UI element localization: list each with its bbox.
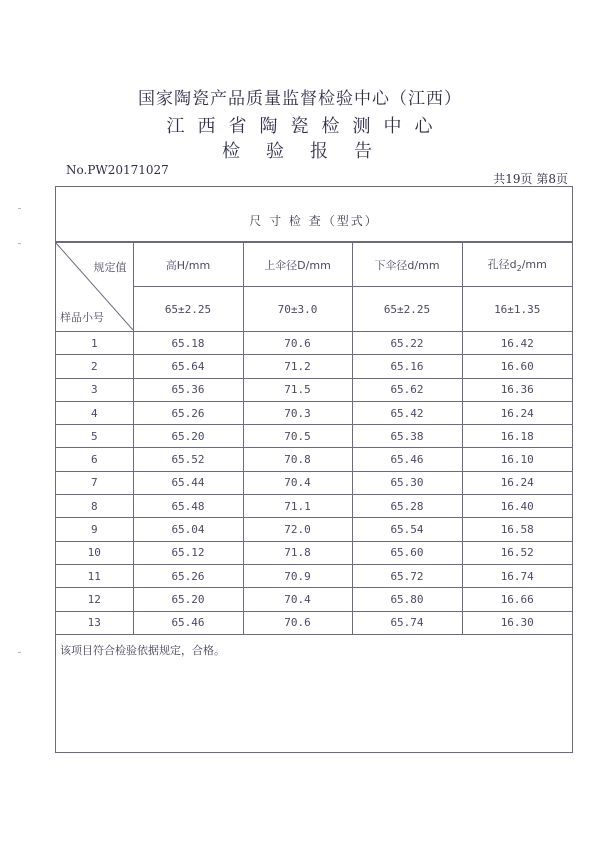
spec-value: 70±3.0 [243, 287, 352, 332]
measurement-cell: 65.22 [352, 332, 462, 355]
measurement-cell: 65.26 [133, 564, 243, 587]
column-header-row [56, 243, 572, 287]
binding-mark [18, 652, 21, 653]
table-row [56, 518, 572, 541]
measurement-cell: 65.20 [133, 588, 243, 611]
dimension-table [56, 242, 572, 635]
measurement-cell: 65.64 [133, 355, 243, 378]
table-caption-row [56, 187, 572, 242]
sample-number-cell: 3 [56, 378, 133, 401]
center-name-line: 国家陶瓷产品质量监督检验中心（江西） [138, 89, 462, 109]
measurement-cell: 70.9 [243, 564, 352, 587]
measurement-cell: 65.42 [352, 401, 462, 424]
corner-spec-label: 规定值 [93, 261, 127, 274]
inspection-frame [55, 186, 573, 753]
binding-mark [18, 208, 21, 209]
measurement-cell: 65.54 [352, 518, 462, 541]
measurement-cell: 16.60 [462, 355, 572, 378]
measurement-cell: 70.6 [243, 332, 352, 355]
column-header-hole-diameter [462, 243, 572, 287]
corner-cell [56, 243, 133, 332]
measurement-cell: 16.40 [462, 495, 572, 518]
measurement-cell: 16.24 [462, 401, 572, 424]
measurement-cell: 16.58 [462, 518, 572, 541]
measurement-cell: 70.4 [243, 471, 352, 494]
corner-sample-label: 样品小号 [60, 311, 104, 324]
spec-value: 65±2.25 [133, 287, 243, 332]
table-row [56, 611, 572, 634]
table-caption: 尺 寸 检 查（型式） [249, 214, 379, 228]
measurement-cell: 65.28 [352, 495, 462, 518]
measurement-cell: 65.48 [133, 495, 243, 518]
measurement-cell: 16.66 [462, 588, 572, 611]
measurement-cell: 65.30 [352, 471, 462, 494]
sample-number-cell: 9 [56, 518, 133, 541]
sample-number-cell: 5 [56, 425, 133, 448]
measurement-cell: 65.60 [352, 541, 462, 564]
measurement-cell: 71.2 [243, 355, 352, 378]
table-row [56, 541, 572, 564]
sample-number-cell: 8 [56, 495, 133, 518]
measurement-rows [56, 332, 572, 635]
sample-number-cell: 2 [56, 355, 133, 378]
measurement-cell: 65.38 [352, 425, 462, 448]
page-indicator: 共19页 第8页 [493, 172, 568, 186]
column-header-lower-diameter: 下伞径d/mm [352, 243, 462, 287]
measurement-cell: 16.30 [462, 611, 572, 634]
measurement-cell: 65.16 [352, 355, 462, 378]
table-row [56, 495, 572, 518]
measurement-cell: 65.12 [133, 541, 243, 564]
measurement-cell: 70.6 [243, 611, 352, 634]
measurement-cell: 65.04 [133, 518, 243, 541]
measurement-cell: 16.42 [462, 332, 572, 355]
binding-mark [18, 243, 21, 244]
spec-value: 65±2.25 [352, 287, 462, 332]
sample-number-cell: 11 [56, 564, 133, 587]
measurement-cell: 16.24 [462, 471, 572, 494]
hole-label-main: 孔径d [487, 257, 517, 271]
measurement-cell: 70.4 [243, 588, 352, 611]
column-header-height: 高H/mm [133, 243, 243, 287]
measurement-cell: 70.8 [243, 448, 352, 471]
table-row [56, 448, 572, 471]
measurement-cell: 65.46 [133, 611, 243, 634]
measurement-cell: 65.26 [133, 401, 243, 424]
hole-label-sub: 2 [516, 264, 522, 274]
measurement-cell: 65.74 [352, 611, 462, 634]
table-row [56, 588, 572, 611]
measurement-cell: 71.1 [243, 495, 352, 518]
sample-number-cell: 12 [56, 588, 133, 611]
measurement-cell: 70.5 [243, 425, 352, 448]
table-row [56, 355, 572, 378]
sample-number-cell: 4 [56, 401, 133, 424]
measurement-cell: 16.10 [462, 448, 572, 471]
measurement-cell: 70.3 [243, 401, 352, 424]
table-row [56, 378, 572, 401]
table-row [56, 332, 572, 355]
measurement-cell: 16.52 [462, 541, 572, 564]
table-row [56, 425, 572, 448]
table-row [56, 471, 572, 494]
measurement-cell: 65.80 [352, 588, 462, 611]
measurement-cell: 71.5 [243, 378, 352, 401]
document-title: 检验报告 [222, 141, 398, 162]
measurement-cell: 65.44 [133, 471, 243, 494]
measurement-cell: 16.74 [462, 564, 572, 587]
hole-label-unit: /mm [521, 257, 547, 271]
measurement-cell: 72.0 [243, 518, 352, 541]
measurement-cell: 65.46 [352, 448, 462, 471]
sample-number-cell: 10 [56, 541, 133, 564]
measurement-cell: 65.62 [352, 378, 462, 401]
table-row [56, 401, 572, 424]
measurement-cell: 65.72 [352, 564, 462, 587]
spec-value: 16±1.35 [462, 287, 572, 332]
measurement-cell: 65.36 [133, 378, 243, 401]
measurement-cell: 16.36 [462, 378, 572, 401]
measurement-cell: 65.52 [133, 448, 243, 471]
spec-row [56, 287, 572, 332]
sample-number-cell: 7 [56, 471, 133, 494]
report-number: No.PW20171027 [66, 163, 169, 177]
table-row [56, 564, 572, 587]
sample-number-cell: 1 [56, 332, 133, 355]
measurement-cell: 65.20 [133, 425, 243, 448]
sample-number-cell: 13 [56, 611, 133, 634]
measurement-cell: 65.18 [133, 332, 243, 355]
measurement-cell: 71.8 [243, 541, 352, 564]
column-header-upper-diameter: 上伞径D/mm [243, 243, 352, 287]
sample-number-cell: 6 [56, 448, 133, 471]
measurement-cell: 16.18 [462, 425, 572, 448]
center-subname-line: 江西省陶瓷检测中心 [166, 116, 446, 137]
conclusion-text: 该项目符合检验依据规定，合格。 [60, 644, 225, 657]
